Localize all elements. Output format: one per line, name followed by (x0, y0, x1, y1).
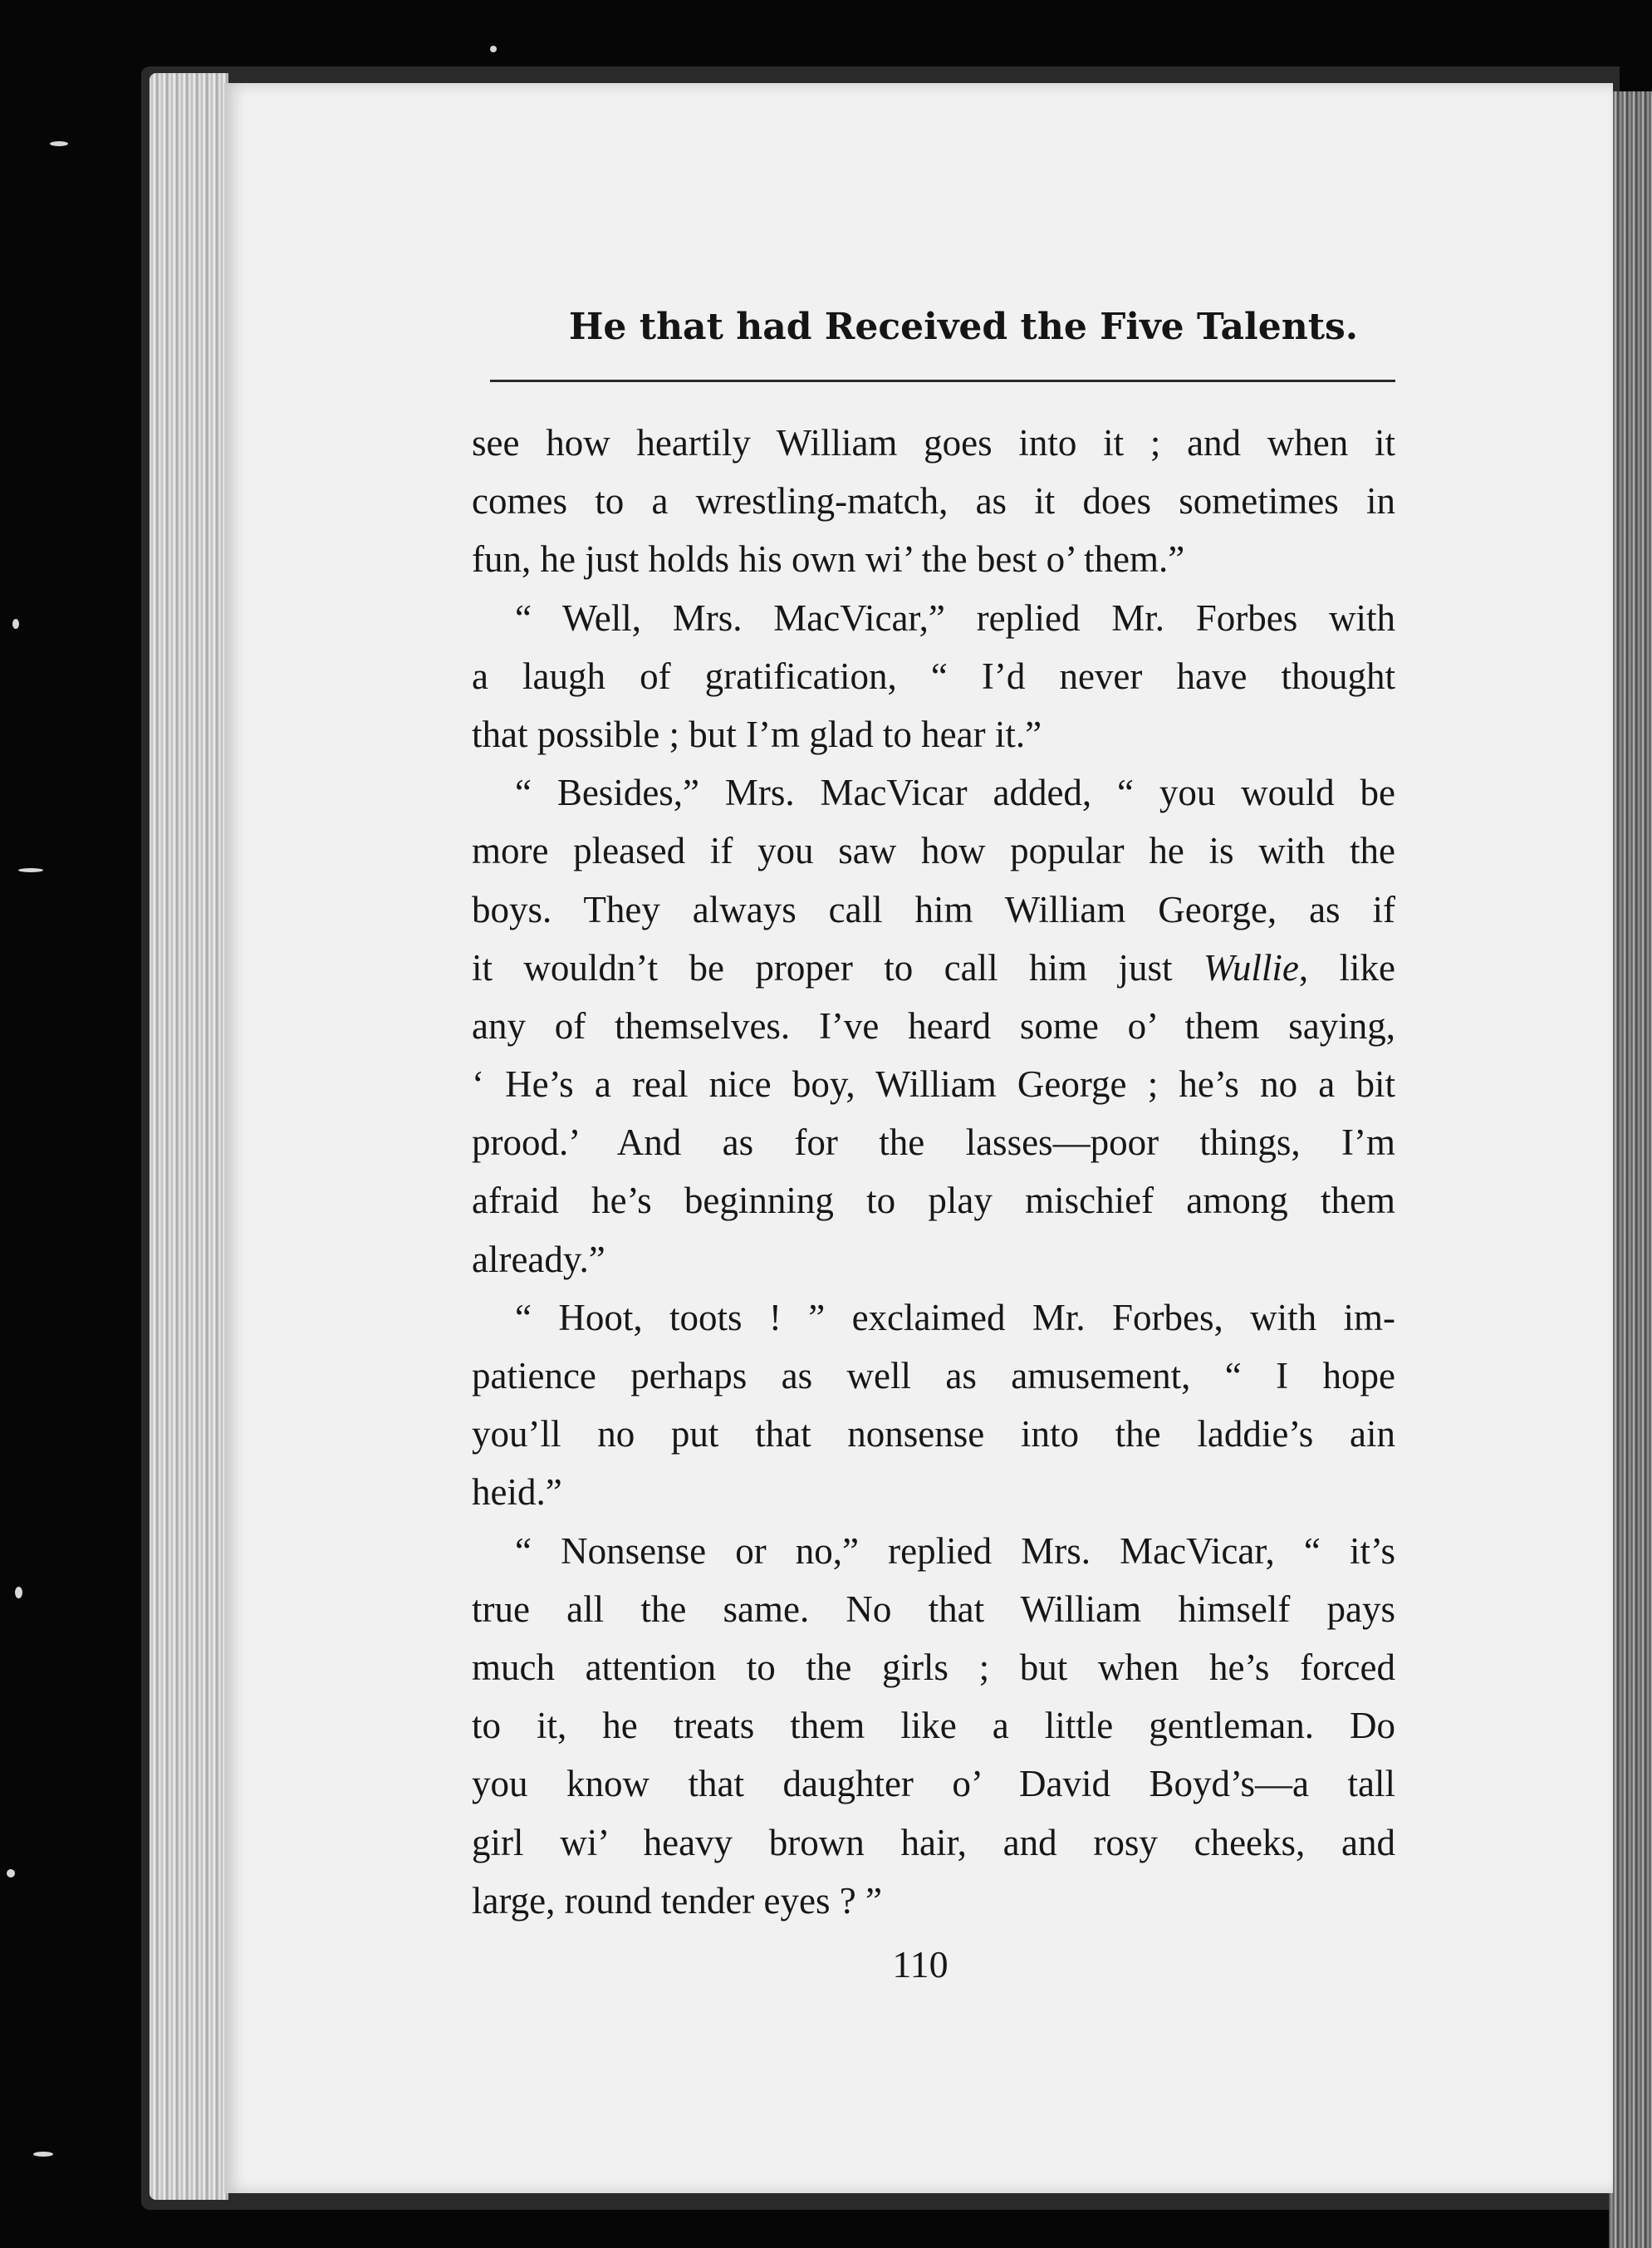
text-line: patience perhaps as well as amusement, “ I hope (472, 1355, 1395, 1396)
scan-speck (18, 868, 43, 872)
text-line: a laugh of gratification, “ I’d never have thought (472, 655, 1395, 697)
text-line: true all the same. No that William himself pays (472, 1588, 1395, 1630)
text-line: you know that daughter o’ David Boyd’s—a tall (472, 1763, 1395, 1805)
scan-speck (490, 46, 497, 52)
scan-speck (15, 1587, 22, 1598)
text-line: “ Hoot, toots ! ” exclaimed Mr. Forbes, with im- (515, 1296, 1395, 1338)
body-text (472, 414, 1395, 1930)
text-line: prood.’ And as for the lasses—poor things, I’m (472, 1122, 1395, 1164)
scan-speck (50, 141, 68, 146)
text-line: comes to a wrestling-match, as it does sometimes in (472, 480, 1395, 523)
header-rule (490, 380, 1395, 382)
text-line: “ Well, Mrs. MacVicar,” replied Mr. Forbes with (515, 596, 1395, 639)
text-line: “ Besides,” Mrs. MacVicar added, “ you would be (515, 772, 1395, 814)
text-line: boys. They always call him William George, as if (472, 888, 1395, 930)
text-line: ‘ He’s a real nice boy, William George ; he’s no a bit (472, 1063, 1395, 1106)
text-line: more pleased if you saw how popular he is with the (472, 830, 1395, 872)
text-line: heid.” (472, 1471, 562, 1514)
running-head: He that had Received the Five Talents. (568, 306, 1359, 348)
text-line: girl wi’ heavy brown hair, and rosy cheeks, and (472, 1821, 1395, 1863)
text-line: to it, he treats them like a little gentleman. Do (472, 1705, 1395, 1747)
scan-speck (33, 2152, 53, 2157)
page-edges (150, 73, 228, 2200)
text-line: “ Nonsense or no,” replied Mrs. MacVicar, “ it’s (515, 1529, 1395, 1572)
text-line: large, round tender eyes ? ” (472, 1879, 882, 1922)
text-line: see how heartily William goes into it ; and when it (472, 422, 1395, 464)
text-line: already.” (472, 1238, 605, 1280)
facing-page-edge (1609, 91, 1652, 2248)
page-number: 110 (892, 1943, 949, 1985)
text-line: that possible ; but I’m glad to hear it.” (472, 713, 1042, 755)
text-line: fun, he just holds his own wi’ the best o’ them.” (472, 538, 1185, 581)
text-line: much attention to the girls ; but when he’s forced (472, 1646, 1395, 1688)
text-line: it wouldn’t be proper to call him just Wullie, like (472, 946, 1395, 989)
text-line: you’ll no put that nonsense into the laddie’s ain (472, 1413, 1395, 1455)
text-line: any of themselves. I’ve heard some o’ them saying, (472, 1004, 1395, 1047)
scan-speck (7, 1869, 15, 1877)
italic-word: Wullie (1203, 946, 1299, 989)
text-line: afraid he’s beginning to play mischief among them (472, 1180, 1395, 1222)
scan-speck (12, 619, 19, 629)
